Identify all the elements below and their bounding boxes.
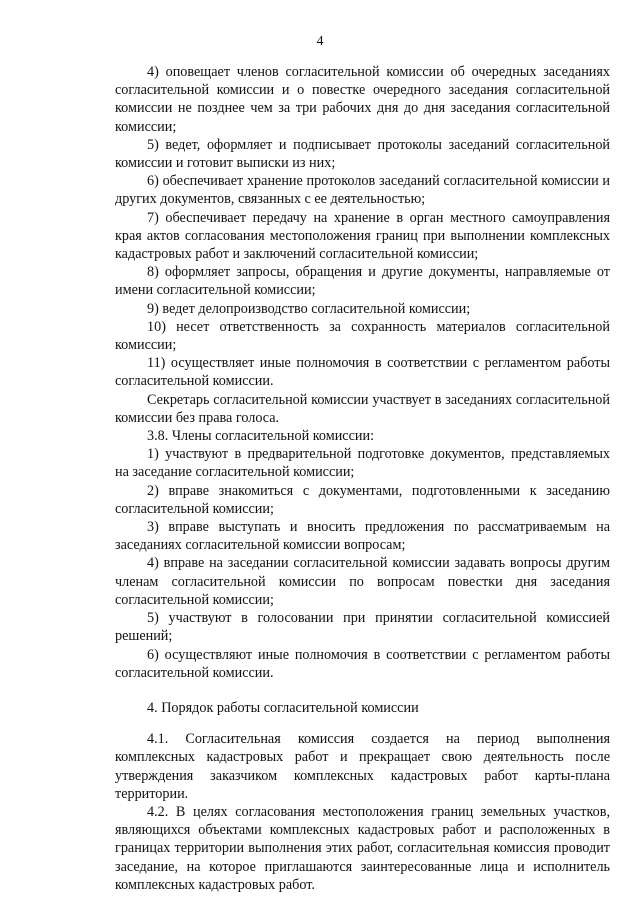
paragraph-member-item-5: 5) участвуют в голосовании при принятии согласительной комиссией решений; xyxy=(115,610,610,645)
paragraph-item-11: 11) осуществляет иные полномочия в соответствии с регламентом работы согласительной комиссии. xyxy=(115,355,610,390)
paragraph-member-item-6: 6) осуществляют иные полномочия в соответствии с регламентом работы согласительной комиссии. xyxy=(115,646,610,681)
page-number: 4 xyxy=(316,34,324,49)
paragraph-item-7: 7) обеспечивает передачу на хранение в орган местного самоуправления края актов согласования местоположения границ при выполнении комплексных кадастровых работ и заключений согласительной комиссии; xyxy=(115,209,610,263)
paragraph-item-5: 5) ведет, оформляет и подписывает протоколы заседаний согласительной комиссии и готовит выписки из них; xyxy=(115,136,610,172)
paragraph-section-4-1: 4.1. Согласительная комиссия создается на период выполнения комплексных кадастровых работ и прекращает свою деятельность после утверждения заказчиком комплексных кадастровых работ карты-плана территории. xyxy=(115,731,610,802)
paragraph-item-8: 8) оформляет запросы, обращения и другие документы, направляемые от имени согласительной комиссии; xyxy=(115,264,610,299)
document-body xyxy=(115,63,610,894)
paragraph-item-6: 6) обеспечивает хранение протоколов заседаний согласительной комиссии и других документов, связанных с ее деятельностью; xyxy=(115,173,610,208)
paragraph-member-item-1: 1) участвуют в предварительной подготовке документов, представляемых на заседание согласительной комиссии; xyxy=(115,446,610,481)
paragraph-section-3-8: 3.8. Члены согласительной комиссии: xyxy=(147,428,375,445)
paragraph-item-9: 9) ведет делопроизводство согласительной комиссии; xyxy=(147,300,471,317)
paragraph-section-4-2: 4.2. В целях согласования местоположения границ земельных участков, являющихся объектами комплексных кадастровых работ и расположенных в границах территории выполнения этих работ, согласительная комиссия проводит заседание, на которое приглашаются заинтересованные лица и исполнитель комплексных кадастровых работ. xyxy=(115,803,610,893)
paragraph-member-item-4: 4) вправе на заседании согласительной комиссии задавать вопросы другим членам согласительной комиссии по вопросам повестки дня заседания согласительной комиссии; xyxy=(115,555,610,608)
paragraph-member-item-2: 2) вправе знакомиться с документами, подготовленными к заседанию согласительной комиссии; xyxy=(115,482,610,517)
paragraph-secretary-note: Секретарь согласительной комиссии участвует в заседаниях согласительной комиссии без права голоса. xyxy=(115,391,610,426)
paragraph-item-10: 10) несет ответственность за сохранность материалов согласительной комиссии; xyxy=(115,318,610,354)
section-heading: 4. Порядок работы согласительной комиссии xyxy=(147,699,419,716)
paragraph-item-4: 4) оповещает членов согласительной комиссии об очередных заседаниях согласительной комиссии и о повестке очередного заседания согласительной комиссии не позднее чем за три рабочих дня до дня заседания согласительной комиссии; xyxy=(115,64,610,135)
paragraph-member-item-3: 3) вправе выступать и вносить предложения по рассматриваемым на заседаниях согласительной комиссии вопросам; xyxy=(115,519,610,554)
